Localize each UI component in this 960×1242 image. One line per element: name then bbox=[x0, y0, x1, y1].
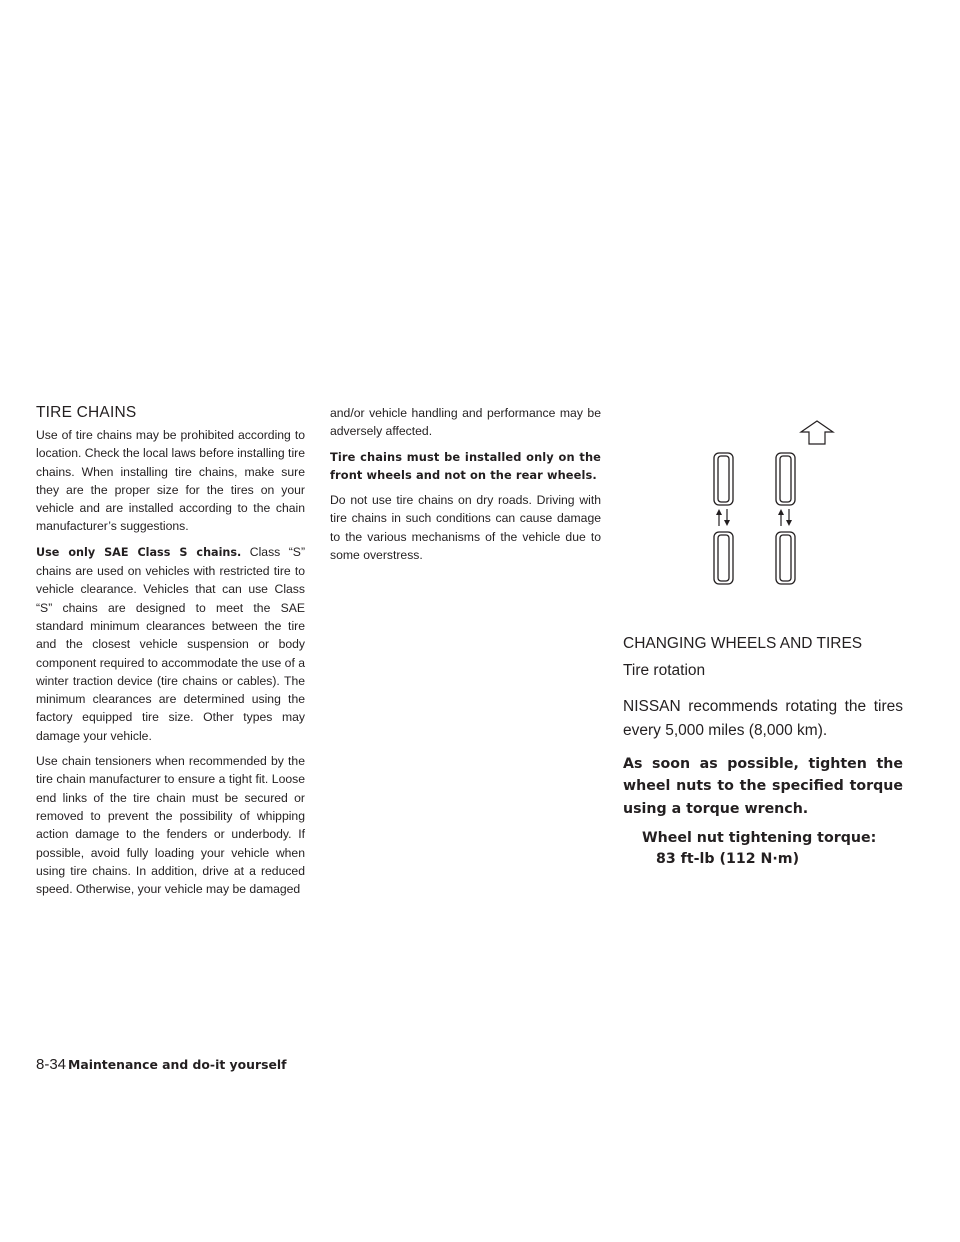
footer-title: Maintenance and do-it yourself bbox=[68, 1057, 287, 1072]
paragraph bbox=[36, 543, 305, 745]
torque-label: Wheel nut tightening torque: bbox=[642, 830, 877, 847]
paragraph-lead: Use only SAE Class S chains. bbox=[36, 545, 242, 559]
paragraph: Use of tire chains may be prohibited according to location. Check the local laws before installing tire chains. When installing tire chains, make sure they are the proper size for the tires on your vehicle and are installed according to the chain manufacturer’s suggestions. bbox=[36, 428, 305, 534]
subheading-tire-rotation: Tire rotation bbox=[623, 662, 706, 680]
paragraph: and/or vehicle handling and performance may be adversely affected. bbox=[330, 406, 601, 439]
tire-icon bbox=[714, 532, 733, 584]
warning-paragraph: As soon as possible, tighten the wheel nuts to the specified torque using a torque wrench. bbox=[623, 755, 903, 817]
tire-icon bbox=[714, 453, 733, 505]
tire-icon bbox=[776, 453, 795, 505]
torque-spec bbox=[623, 828, 903, 870]
section-heading-changing-wheels: CHANGING WHEELS AND TIRES bbox=[623, 635, 863, 652]
column-right bbox=[623, 635, 903, 870]
warning-paragraph: Tire chains must be installed only on the front wheels and not on the rear wheels. bbox=[330, 449, 601, 482]
tire-icon bbox=[776, 532, 795, 584]
swap-arrows-icon bbox=[778, 509, 792, 526]
swap-arrows-icon bbox=[716, 509, 730, 526]
paragraph: NISSAN recommends rotating the tires every 5,000 miles (8,000 km). bbox=[623, 697, 903, 739]
column-middle bbox=[330, 404, 601, 571]
paragraph: Do not use tire chains on dry roads. Driving with tire chains in such conditions can cause damage to the various mechanisms of the vehicle due to some overstress. bbox=[330, 493, 601, 563]
column-left bbox=[36, 426, 305, 905]
torque-value: 83 ft-lb (112 N·m) bbox=[656, 851, 800, 868]
tire-rotation-diagram bbox=[700, 415, 850, 585]
page-number: 8-34 bbox=[36, 1056, 67, 1073]
paragraph: Use chain tensioners when recommended by the tire chain manufacturer to ensure a tight fit. Loose end links of the tire chain must be secured or removed to prevent the possibility of whipping action damage to the fenders or underbody. If possible, avoid fully loading your vehicle when using tire chains. In addition, drive at a reduced speed. Otherwise, your vehicle may be damaged bbox=[36, 754, 305, 897]
forward-arrow-icon bbox=[801, 421, 833, 444]
paragraph-text: Class “S” chains are used on vehicles with restricted tire to vehicle clearance. Vehicles that can use Class “S” chains are designed to meet the SAE standard minimum clearances between the tire and the closest vehicle suspension or body component required to accommodate the use of a winter traction device (tire chains or cables). The minimum clearances are determined using the factory equipped tire size. Other types may damage your vehicle. bbox=[36, 544, 305, 743]
page-footer bbox=[36, 1056, 287, 1074]
section-heading-tire-chains: TIRE CHAINS bbox=[36, 404, 137, 421]
